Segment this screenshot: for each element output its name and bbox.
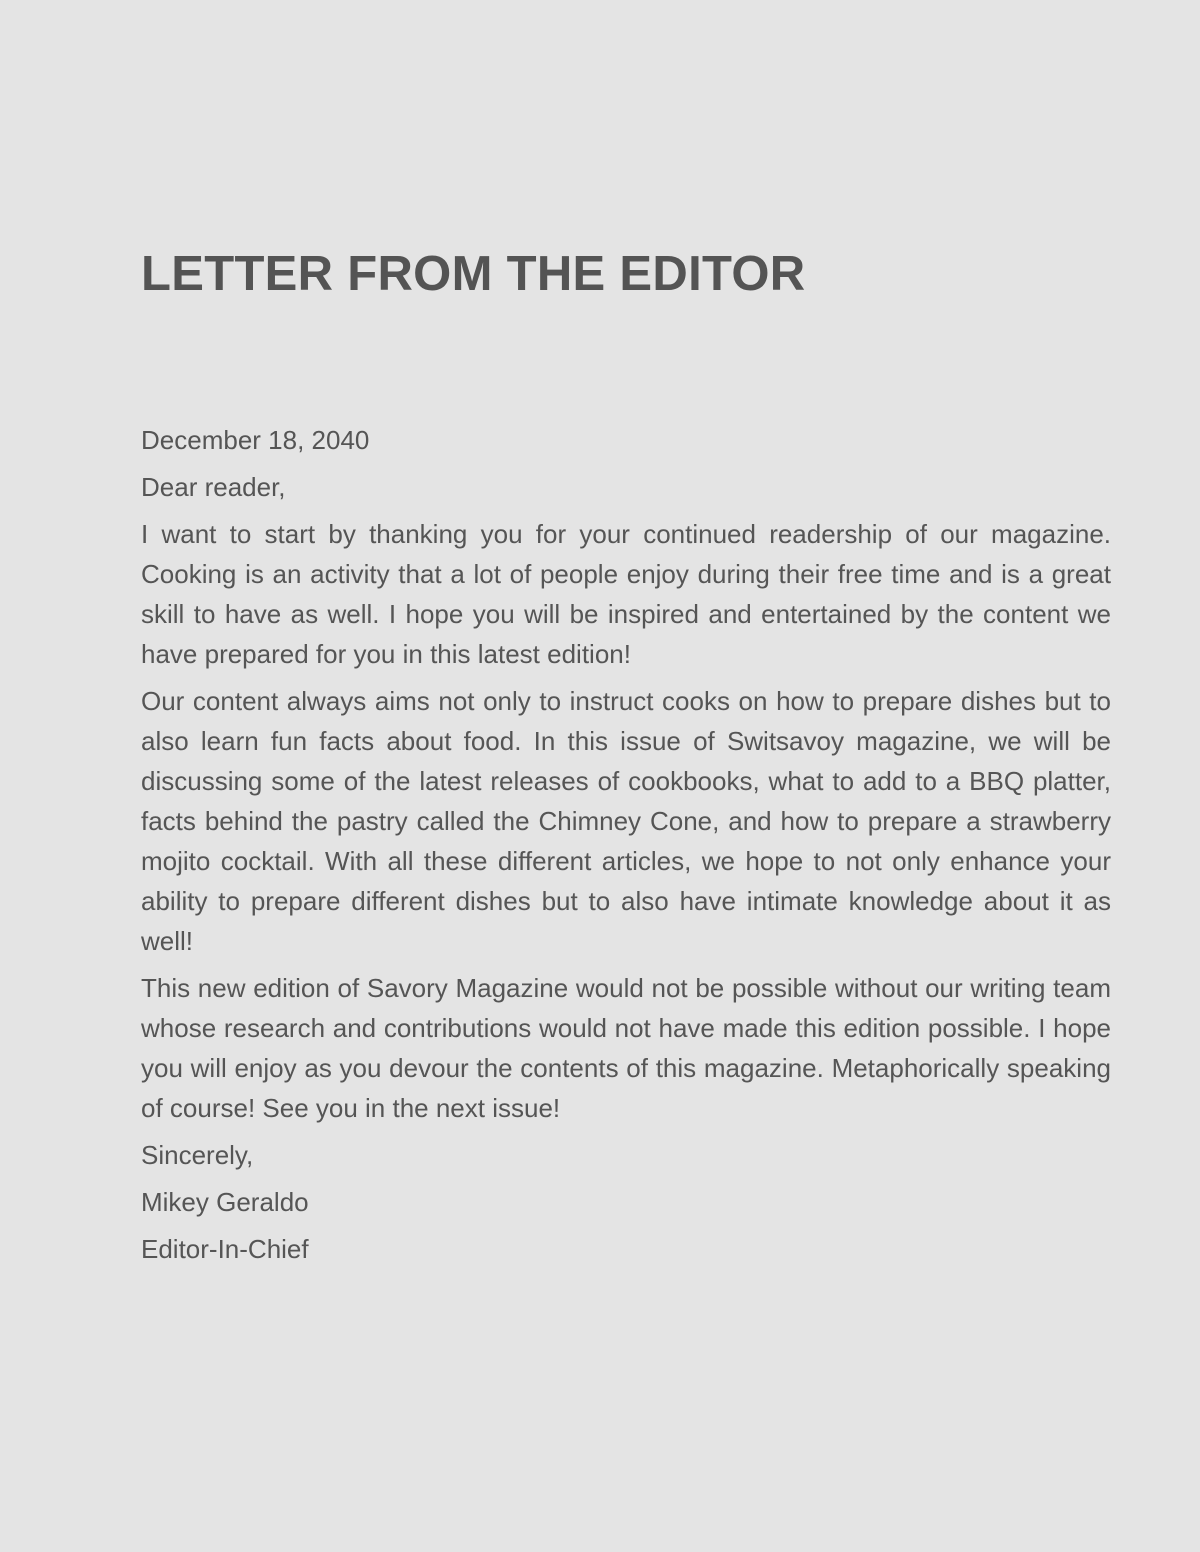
signature-name: Mikey Geraldo xyxy=(141,1187,309,1217)
letter-closing: Sincerely, xyxy=(141,1140,254,1170)
letter-paragraph: Our content always aims not only to instruct cooks on how to prepare dishes but to also learn fun facts about food. In this issue of Switsavoy magazine, we will be discussing some of the latest releases of cookbooks, what to add to a BBQ platter, facts behind the pastry called the Chimney Cone, and how to prepare a strawberry mojito cocktail. With all these different articles, we hope to not only enhance your ability to prepare different dishes but to also have intimate knowledge about it as well! xyxy=(141,686,1111,956)
page-title: LETTER FROM THE EDITOR xyxy=(141,247,806,301)
letter-greeting: Dear reader, xyxy=(141,472,286,502)
signature-title: Editor-In-Chief xyxy=(141,1234,309,1264)
letter-paragraph: This new edition of Savory Magazine would not be possible without our writing team whose research and contributions would not have made this edition possible. I hope you will enjoy as you devour the contents of this magazine. Metaphorically speaking of course! See you in the next issue! xyxy=(141,973,1111,1123)
letter-body xyxy=(141,420,1111,1276)
letter-paragraph: I want to start by thanking you for your continued readership of our magazine. Cooking is an activity that a lot of people enjoy during their free time and is a great skill to have as well. I hope you will be inspired and entertained by the content we have prepared for you in this latest edition! xyxy=(141,519,1111,669)
letter-date: December 18, 2040 xyxy=(141,425,370,455)
